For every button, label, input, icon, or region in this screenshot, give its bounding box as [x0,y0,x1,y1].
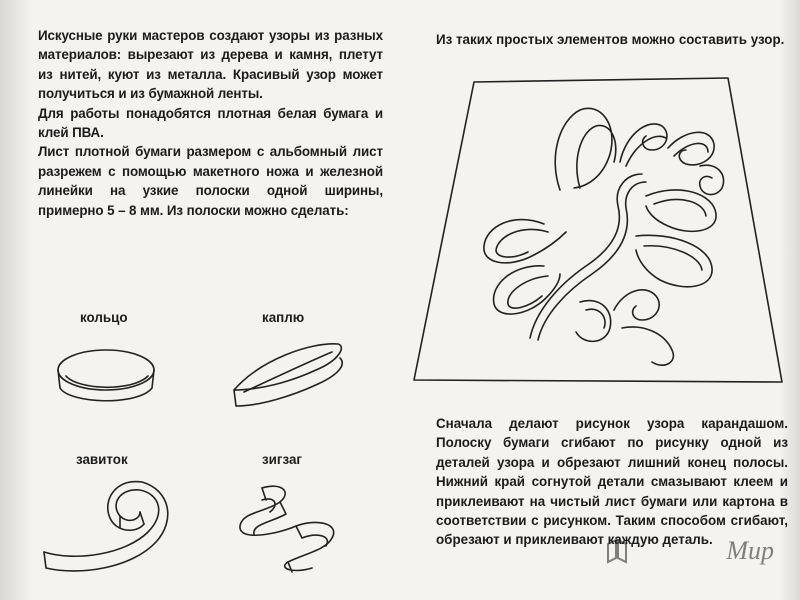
drop-label: каплю [262,310,305,325]
paragraph-strips: Лист плотной бумаги размером с альбомный лист разрежем с помощью макетного ножа и железной линейки на узкие полоски одной ширины, примерно 5 – 8 мм. Из полоски можно сделать: [38,144,383,218]
instructions-text: Сначала делают рисунок узора карандашом. Полоску бумаги сгибают по рисунку одной из деталей узора и обрезают лишний конец полосы. Нижний край согнутой детали смазывают клеем и приклеивают на чистый лист бумаги или картона в соответствии с рисунком. Таким способом сгибают, обрезают и приклеивают каждую деталь. [436,416,788,548]
watermark [606,534,774,568]
zigzag-label: зигзаг [262,452,302,467]
paragraph-materials: Для работы понадобятся плотная белая бумага и клей ПВА. [38,105,383,141]
zigzag-drawing [222,472,372,582]
page-edge-shadow-left [0,0,32,600]
watermark-text: Мир [726,536,774,565]
pattern-drawing [410,70,790,390]
right-paragraph [436,414,788,550]
left-column [38,26,383,220]
paragraph-intro: Искусные руки мастеров создают узоры из разных материалов: вырезают из дерева и камня, плетут из нитей, куют из металла. Красивый узор может получиться и из бумажной ленты. [38,28,383,102]
ring-label: кольцо [80,310,128,325]
right-heading: Из таких простых элементов можно составить узор. [436,32,785,47]
bleed-through-text [36,265,381,277]
curl-drawing [36,470,186,580]
book-logo-icon [606,538,628,564]
ring-drawing [48,330,168,420]
curl-label: завиток [76,452,128,467]
drop-drawing [220,330,350,420]
